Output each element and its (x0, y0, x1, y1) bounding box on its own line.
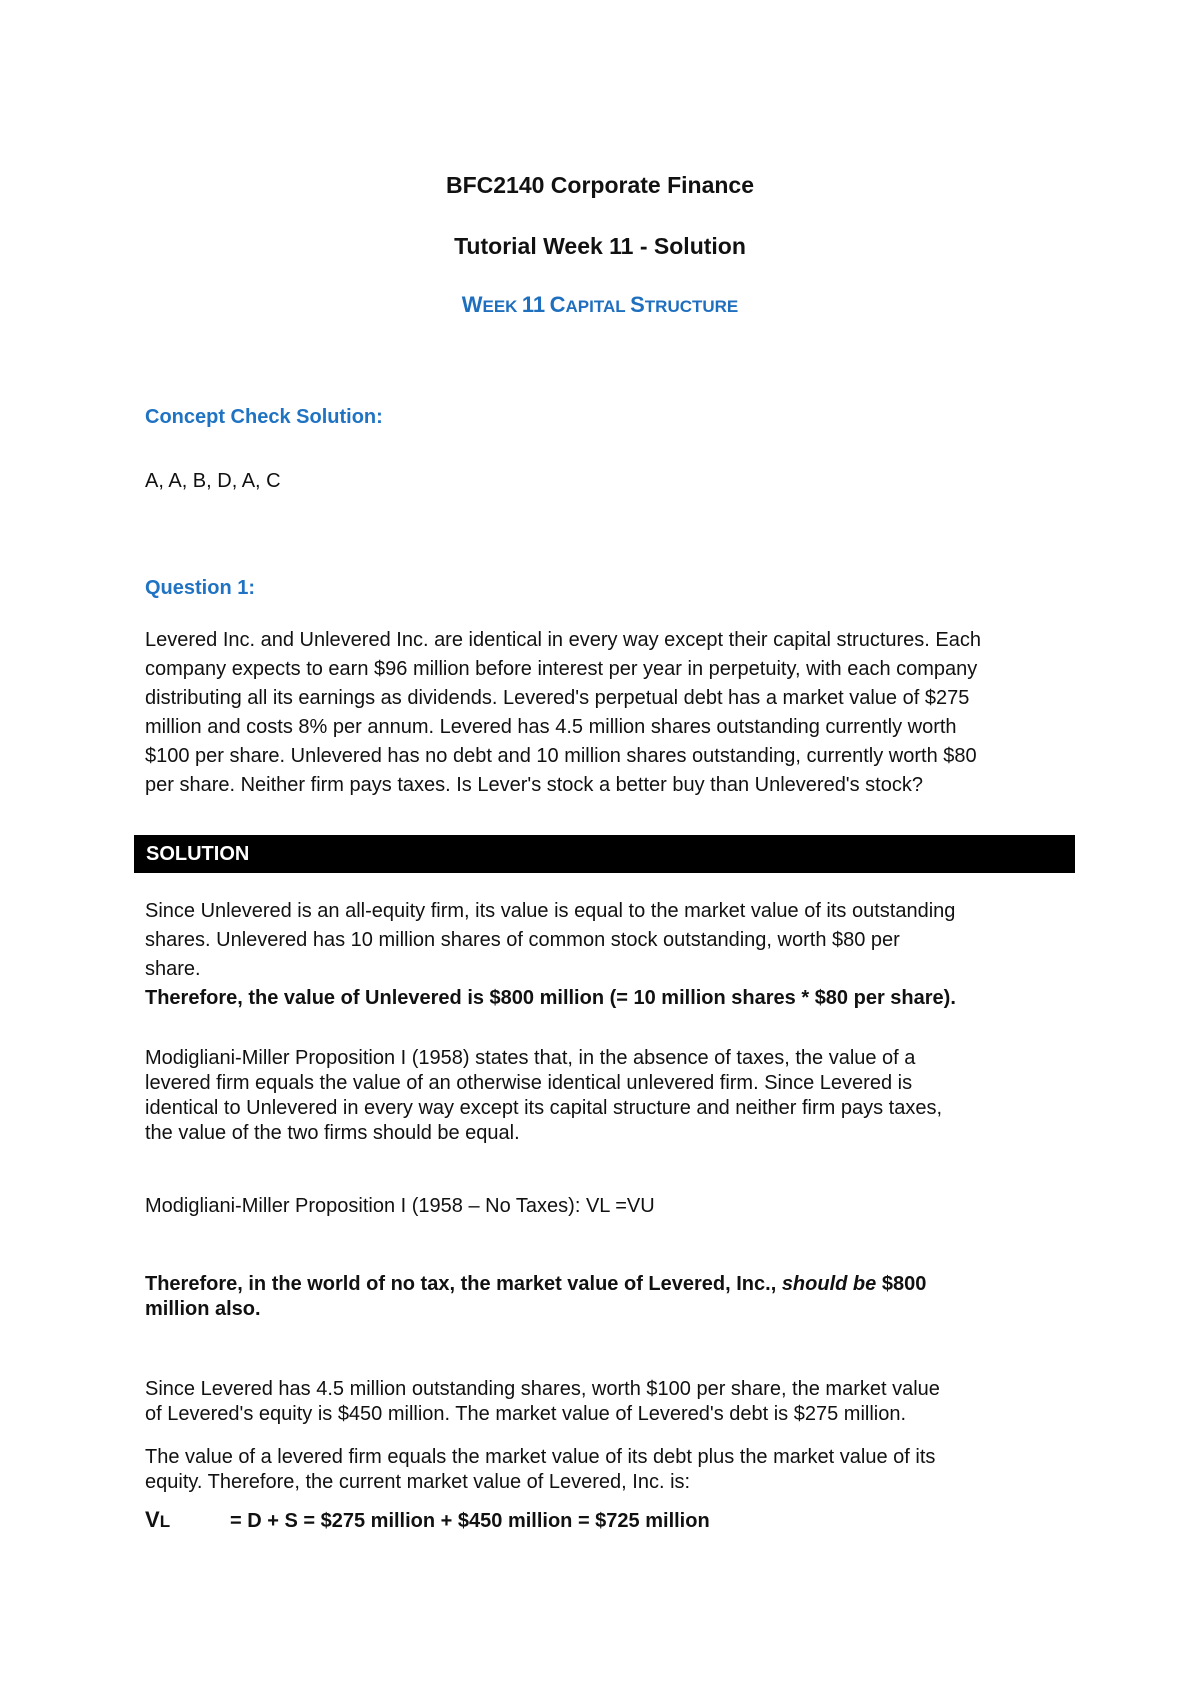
solution-line: identical to Unlevered in every way except its capital structure and neither firm pays taxes, (145, 1097, 943, 1119)
week-heading: WEEK 11 CAPITAL STRUCTURE (461, 292, 739, 317)
question-1-line: per share. Neither firm pays taxes. Is Lever's stock a better buy than Unlevered's stock? (145, 774, 923, 796)
course-title: BFC2140 Corporate Finance (445, 172, 755, 198)
conclusion-line-1: Therefore, in the world of no tax, the market value of Levered, Inc., should be $800 (145, 1273, 927, 1295)
solution-paragraph-2 (145, 1046, 1075, 1146)
question-1-text (145, 626, 1075, 800)
solution-line: Modigliani-Miller Proposition I (1958) states that, in the absence of taxes, the value of a (145, 1047, 916, 1069)
solution-line: The value of a levered firm equals the market value of its debt plus the market value of its (145, 1446, 936, 1468)
conclusion-line-2: million also. (145, 1298, 261, 1320)
question-1-line: distributing all its earnings as dividends. Levered's perpetual debt has a market value of $275 (145, 687, 970, 709)
solution-line: of Levered's equity is $450 million. The market value of Levered's debt is $275 million. (145, 1403, 907, 1425)
question-1-line: Levered Inc. and Unlevered Inc. are identical in every way except their capital structures. Each (145, 629, 981, 651)
unlevered-value-statement: Therefore, the value of Unlevered is $800 million (= 10 million shares * $80 per share). (145, 987, 956, 1009)
formula-symbol: VL (145, 1507, 171, 1532)
solution-line: shares. Unlevered has 10 million shares of common stock outstanding, worth $80 per (145, 929, 900, 951)
solution-line: levered firm equals the value of an otherwise identical unlevered firm. Since Levered is (145, 1072, 913, 1094)
tutorial-title: Tutorial Week 11 - Solution (454, 233, 746, 259)
concept-check-answers: A, A, B, D, A, C (145, 470, 281, 492)
formula-expression: = D + S = $275 million + $450 million = $725 million (230, 1510, 710, 1532)
solution-line: Since Levered has 4.5 million outstanding shares, worth $100 per share, the market value (145, 1378, 940, 1400)
mm-proposition-line: Modigliani-Miller Proposition I (1958 – No Taxes): VL =VU (145, 1195, 655, 1217)
solution-line: share. (145, 958, 201, 980)
solution-banner: SOLUTION (134, 835, 1075, 873)
solution-paragraph-1 (145, 897, 1075, 1013)
solution-paragraph-4 (145, 1445, 1075, 1495)
solution-line: Since Unlevered is an all-equity firm, its value is equal to the market value of its outstanding (145, 900, 956, 922)
conclusion-statement (145, 1272, 1075, 1322)
question-1-line: $100 per share. Unlevered has no debt and 10 million shares outstanding, currently worth $80 (145, 745, 977, 767)
solution-paragraph-3 (145, 1377, 1075, 1427)
question-1-line: million and costs 8% per annum. Levered has 4.5 million shares outstanding currently worth (145, 716, 957, 738)
question-1-heading: Question 1: (145, 577, 256, 599)
question-1-line: company expects to earn $96 million before interest per year in perpetuity, with each company (145, 658, 978, 680)
concept-check-heading: Concept Check Solution: (145, 406, 383, 428)
levered-value-formula (145, 1507, 1075, 1533)
solution-line: the value of the two firms should be equal. (145, 1122, 520, 1144)
solution-line: equity. Therefore, the current market value of Levered, Inc. is: (145, 1471, 691, 1493)
